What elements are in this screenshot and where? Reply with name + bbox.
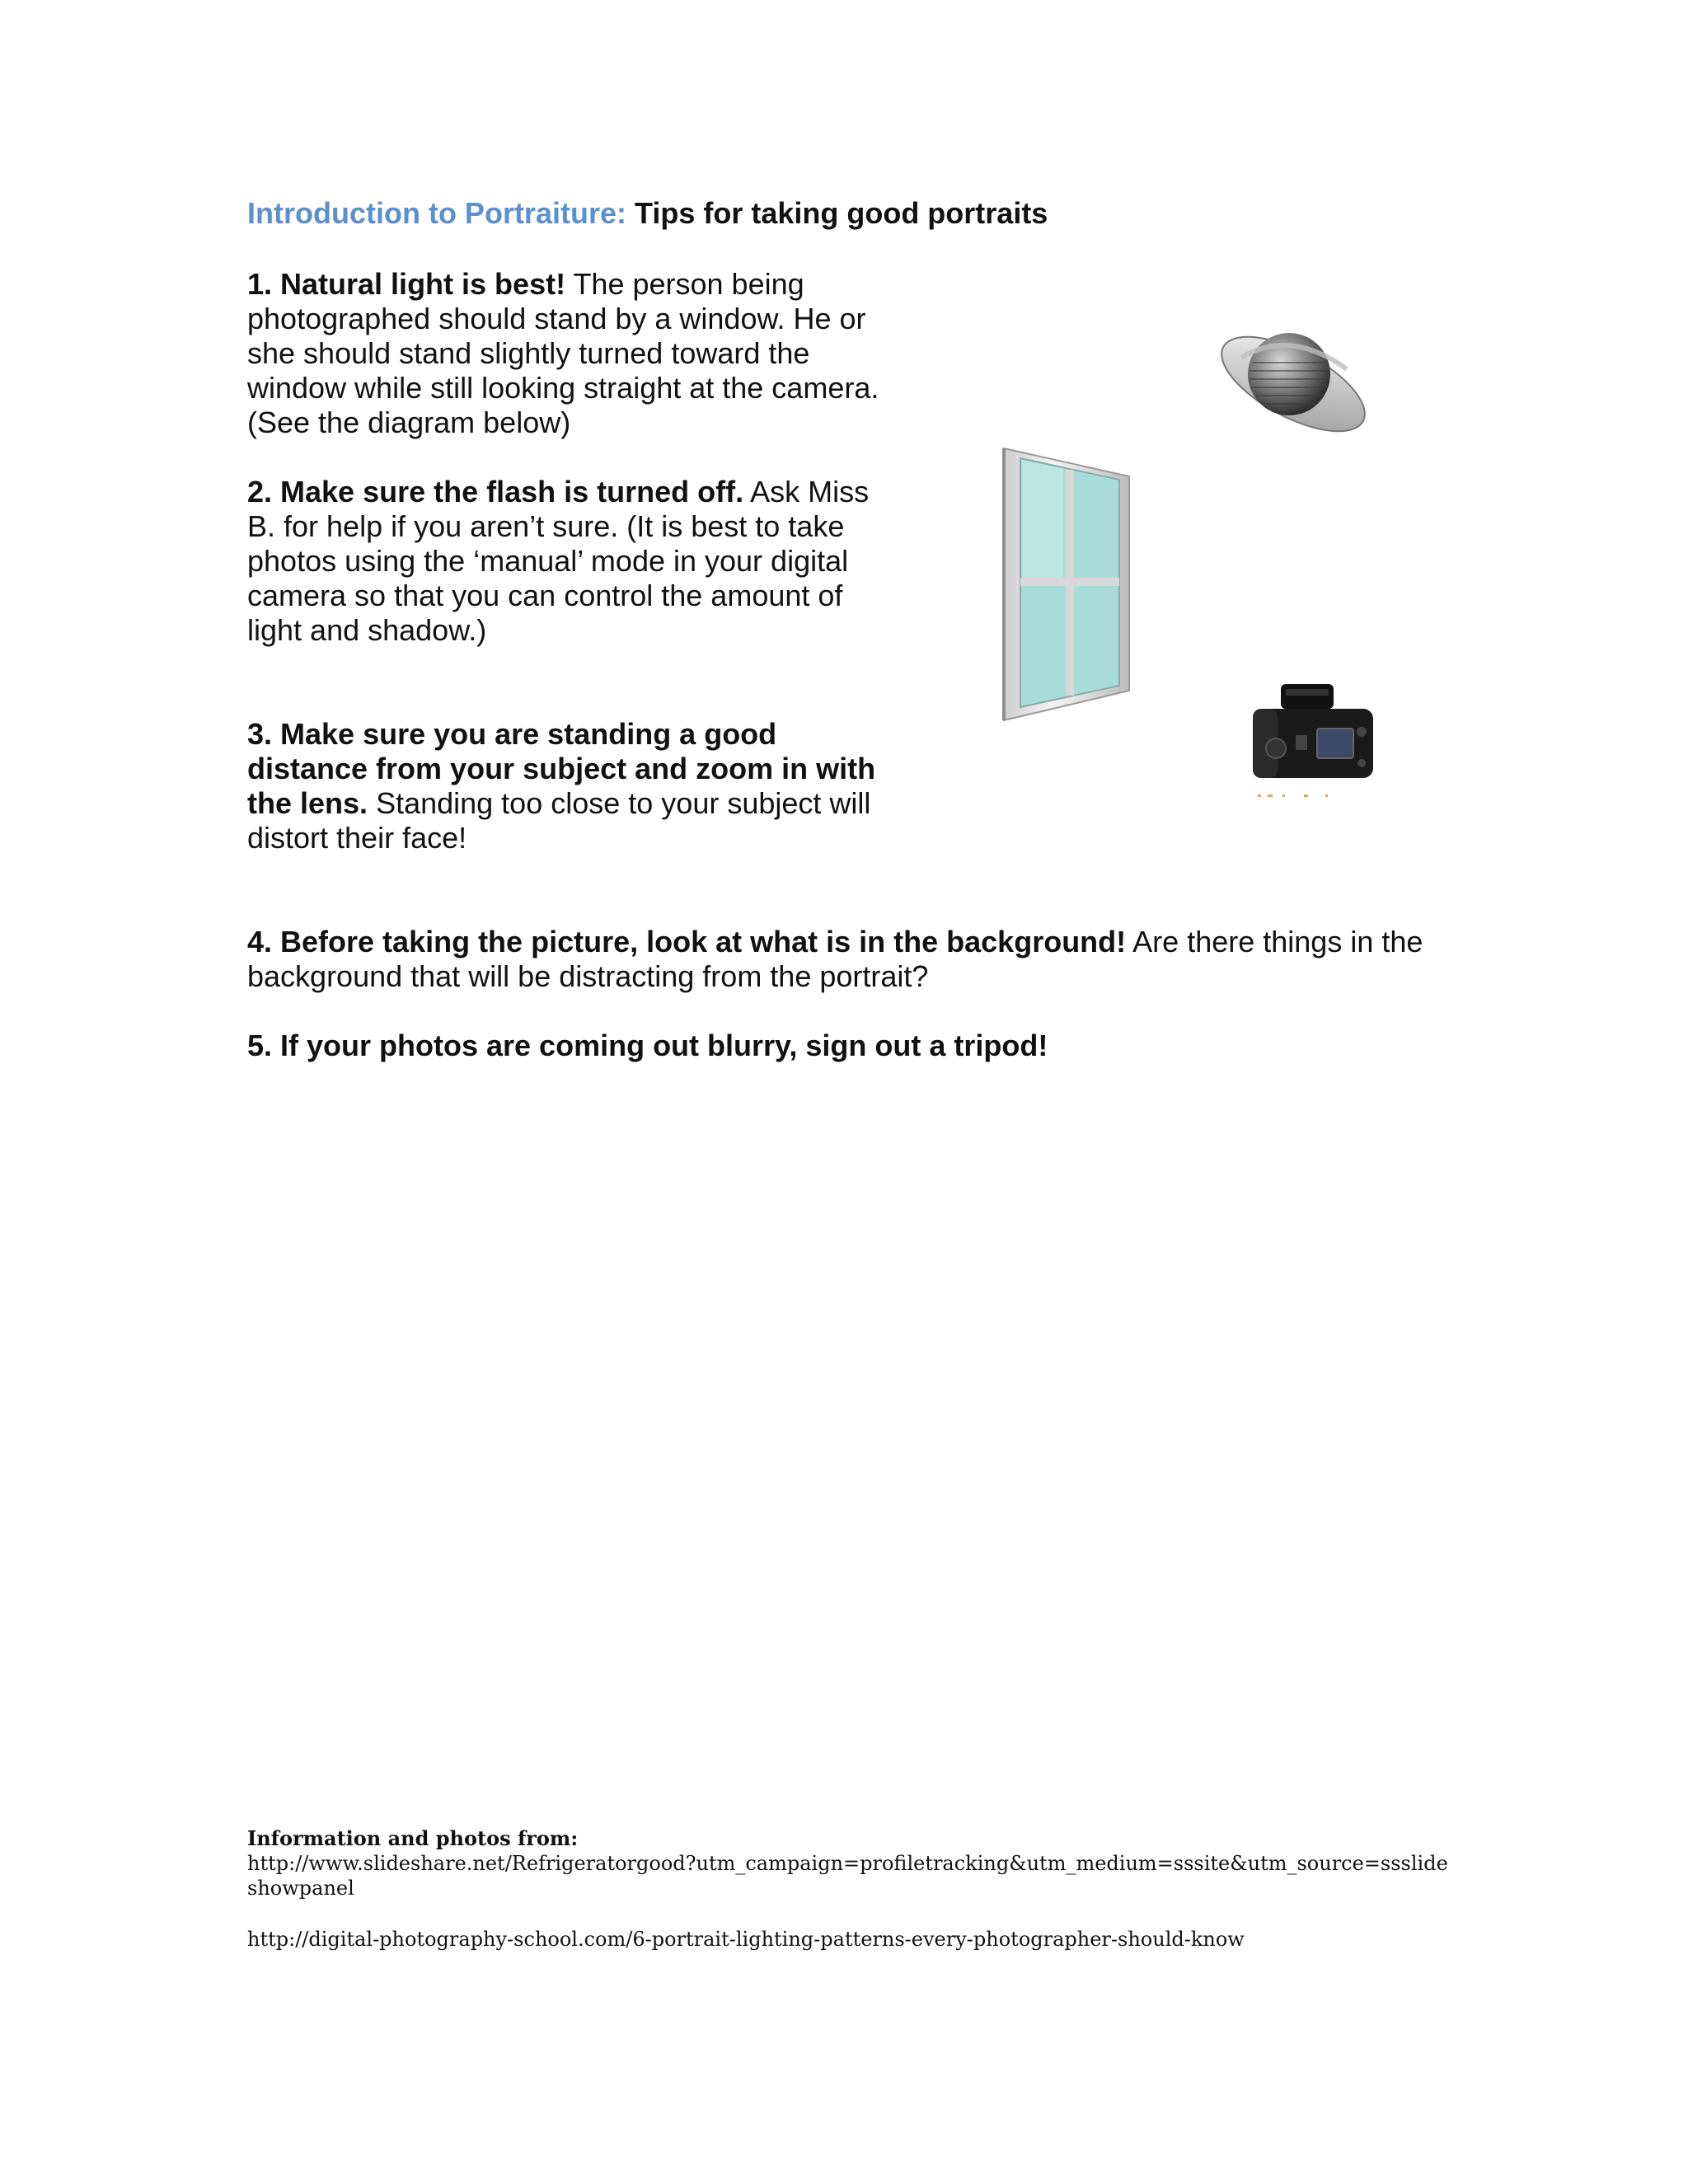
title-accent: Introduction to Portraiture: bbox=[247, 196, 626, 230]
tip-4-heading: 4. Before taking the picture, look at what is in the background! bbox=[247, 925, 1127, 958]
tip-1-heading: 1. Natural light is best! bbox=[247, 267, 566, 301]
tip-1-body: The person being photographed should stand by a window. He or she should stand slightly turned toward the window while still looking straight at the camera. (See the diagram below) bbox=[247, 267, 879, 439]
tip-3 bbox=[247, 717, 898, 855]
camera-icon bbox=[1246, 681, 1378, 804]
tip-4-body: Are there things in the background that will be distracting from the portrait? bbox=[247, 925, 1423, 993]
window-icon bbox=[997, 443, 1139, 722]
tip-4 bbox=[247, 925, 1451, 994]
tip-2 bbox=[247, 475, 898, 648]
tip-5 bbox=[247, 1029, 1451, 1063]
tip-1 bbox=[247, 267, 898, 440]
page-title bbox=[247, 196, 1048, 231]
title-rest: Tips for taking good portraits bbox=[634, 196, 1048, 230]
credits-heading: Information and photos from: bbox=[247, 1826, 579, 1850]
credits-url-dps[interactable]: http://digital-photography-school.com/6-portrait-lighting-patterns-every-photographer-should-know bbox=[247, 1928, 1245, 1951]
credits-url-slideshare[interactable]: http://www.slideshare.net/Refrigeratorgood?utm_campaign=profiletracking&utm_medium=sssite&utm_source=ssslideshowpanel bbox=[247, 1852, 1448, 1900]
tip-3-heading: 3. Make sure you are standing a good distance from your subject and zoom in with the lens. bbox=[247, 717, 876, 820]
tip-3-body: Standing too close to your subject will distort their face! bbox=[247, 786, 871, 855]
tip-2-body: Ask Miss B. for help if you aren’t sure. (It is best to take photos using the ‘manual’ mode in your digital camera so that you can control the amount of light and shadow.) bbox=[247, 475, 870, 647]
planet-icon bbox=[1208, 320, 1378, 442]
tip-2-heading: 2. Make sure the flash is turned off. bbox=[247, 475, 744, 509]
tip-5-heading: 5. If your photos are coming out blurry, sign out a tripod! bbox=[247, 1029, 1048, 1062]
